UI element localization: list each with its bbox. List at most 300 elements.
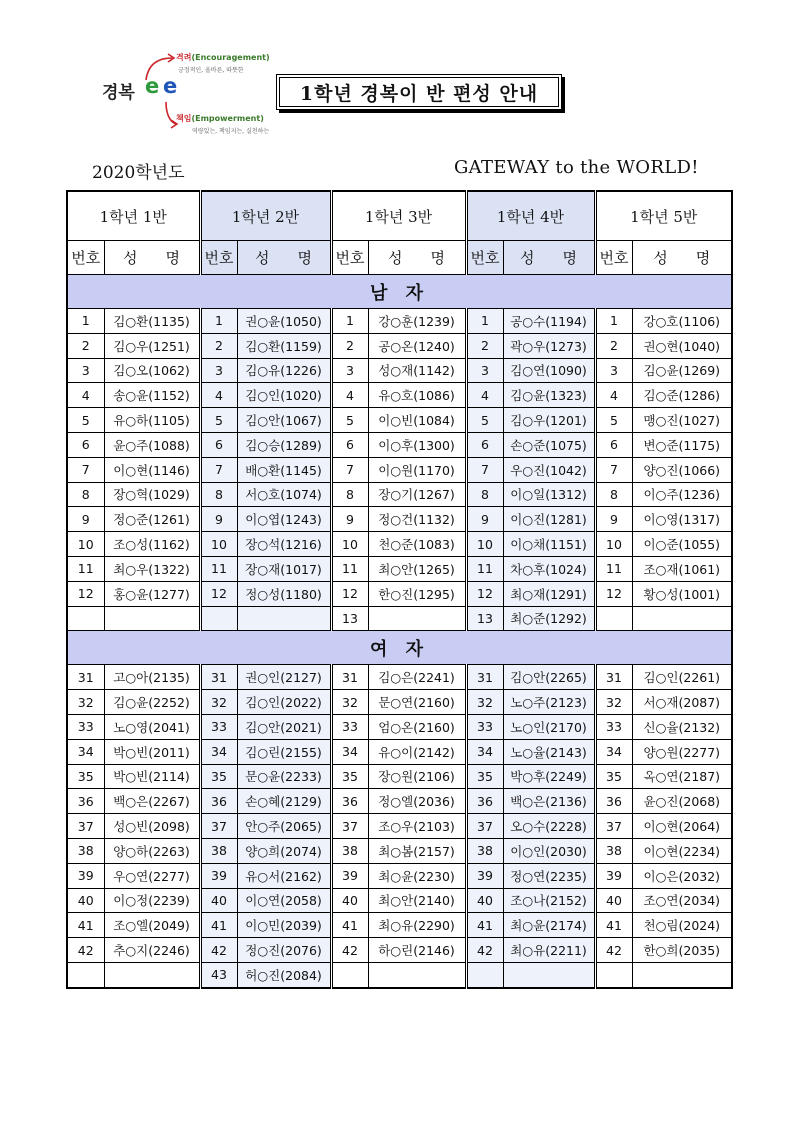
student-name: 박○빈(2011) xyxy=(104,739,200,764)
logo-empowerment-sub: 역량있는, 책임지는, 실천하는 xyxy=(192,128,270,135)
name-label-part-1: 성 xyxy=(255,249,270,267)
name-column-header xyxy=(237,241,331,275)
student-number: 12 xyxy=(595,581,632,606)
student-name: 김○유(1226) xyxy=(237,358,331,383)
student-name: 이○원(1170) xyxy=(368,457,466,482)
student-name xyxy=(368,962,466,987)
student-name: 차○후(1024) xyxy=(503,556,595,581)
student-name: 이○진(1281) xyxy=(503,507,595,532)
student-number: 36 xyxy=(67,789,104,814)
student-name: 배○환(1145) xyxy=(237,457,331,482)
student-number: 6 xyxy=(331,432,368,457)
student-number: 40 xyxy=(595,888,632,913)
student-number: 9 xyxy=(67,507,104,532)
student-number: 32 xyxy=(200,690,237,715)
student-number: 11 xyxy=(595,556,632,581)
page-title: 1학년 경복이 반 편성 안내 xyxy=(299,82,539,105)
number-column-header: 번호 xyxy=(200,241,237,275)
student-number: 5 xyxy=(67,408,104,433)
student-name: 조○연(2034) xyxy=(632,888,732,913)
student-number: 32 xyxy=(466,690,503,715)
student-number: 1 xyxy=(200,309,237,334)
student-name: 최○윤(2230) xyxy=(368,863,466,888)
student-name: 김○인(1020) xyxy=(237,383,331,408)
table-row xyxy=(67,739,732,764)
name-label-part-2: 명 xyxy=(695,249,711,267)
name-column-header xyxy=(503,241,595,275)
name-label-part-2: 명 xyxy=(165,249,180,267)
student-number: 6 xyxy=(67,432,104,457)
male-section-header xyxy=(67,275,732,309)
student-number: 39 xyxy=(331,863,368,888)
student-number: 33 xyxy=(595,714,632,739)
student-name: 윤○진(2068) xyxy=(632,789,732,814)
student-number: 37 xyxy=(67,814,104,839)
student-number: 7 xyxy=(331,457,368,482)
female-section-header-label: 여 자 xyxy=(67,631,732,665)
student-number: 40 xyxy=(331,888,368,913)
student-name: 김○우(1201) xyxy=(503,408,595,433)
table-row xyxy=(67,333,732,358)
class-header-5: 1학년 5반 xyxy=(595,191,732,241)
student-name: 김○환(1159) xyxy=(237,333,331,358)
student-name: 이○엽(1243) xyxy=(237,507,331,532)
student-number: 4 xyxy=(200,383,237,408)
student-number: 35 xyxy=(331,764,368,789)
student-number: 31 xyxy=(595,665,632,690)
student-number: 39 xyxy=(200,863,237,888)
student-name: 오○수(2228) xyxy=(503,814,595,839)
student-number: 38 xyxy=(595,838,632,863)
table-row xyxy=(67,690,732,715)
student-name: 유○하(1105) xyxy=(104,408,200,433)
logo-encouragement: 격려(Encouragement) xyxy=(176,53,270,62)
table-row xyxy=(67,888,732,913)
student-name: 옥○연(2187) xyxy=(632,764,732,789)
student-name: 백○은(2136) xyxy=(503,789,595,814)
student-name: 서○호(1074) xyxy=(237,482,331,507)
student-name: 장○기(1267) xyxy=(368,482,466,507)
student-number: 39 xyxy=(595,863,632,888)
student-number: 9 xyxy=(200,507,237,532)
student-name: 황○성(1001) xyxy=(632,581,732,606)
student-name xyxy=(632,962,732,987)
student-name xyxy=(104,962,200,987)
student-number: 9 xyxy=(466,507,503,532)
student-name: 유○이(2142) xyxy=(368,739,466,764)
student-name: 최○윤(2174) xyxy=(503,913,595,938)
student-number: 36 xyxy=(331,789,368,814)
student-number: 31 xyxy=(200,665,237,690)
student-number: 40 xyxy=(466,888,503,913)
student-number: 34 xyxy=(67,739,104,764)
student-name: 이○정(2239) xyxy=(104,888,200,913)
student-number: 8 xyxy=(466,482,503,507)
class-header-1: 1학년 1반 xyxy=(67,191,200,241)
student-number: 10 xyxy=(466,532,503,557)
student-number: 36 xyxy=(200,789,237,814)
student-name: 강○호(1106) xyxy=(632,309,732,334)
student-number: 37 xyxy=(595,814,632,839)
student-number: 7 xyxy=(595,457,632,482)
female-section-header xyxy=(67,631,732,665)
number-column-header: 번호 xyxy=(466,241,503,275)
name-label-part-1: 성 xyxy=(653,249,668,267)
student-number: 38 xyxy=(67,838,104,863)
table-row xyxy=(67,358,732,383)
student-name: 김○안(2021) xyxy=(237,714,331,739)
student-number: 8 xyxy=(331,482,368,507)
student-number: 5 xyxy=(595,408,632,433)
table-row xyxy=(67,532,732,557)
student-name: 곽○우(1273) xyxy=(503,333,595,358)
class-header-3: 1학년 3반 xyxy=(331,191,466,241)
student-number: 4 xyxy=(466,383,503,408)
student-name: 한○희(2035) xyxy=(632,938,732,963)
student-number xyxy=(595,606,632,631)
student-name: 조○나(2152) xyxy=(503,888,595,913)
student-number: 40 xyxy=(200,888,237,913)
student-name: 문○연(2160) xyxy=(368,690,466,715)
student-name: 김○인(2022) xyxy=(237,690,331,715)
student-name: 조○재(1061) xyxy=(632,556,732,581)
student-number: 3 xyxy=(200,358,237,383)
student-number: 38 xyxy=(200,838,237,863)
student-name: 이○후(1300) xyxy=(368,432,466,457)
student-number: 38 xyxy=(466,838,503,863)
table-row xyxy=(67,838,732,863)
student-number: 2 xyxy=(331,333,368,358)
student-name: 최○준(1292) xyxy=(503,606,595,631)
student-number: 34 xyxy=(466,739,503,764)
student-name: 김○연(1090) xyxy=(503,358,595,383)
student-number: 12 xyxy=(200,581,237,606)
student-number: 37 xyxy=(331,814,368,839)
student-name: 손○혜(2129) xyxy=(237,789,331,814)
student-name: 김○승(1289) xyxy=(237,432,331,457)
student-name: 이○은(2032) xyxy=(632,863,732,888)
student-name: 최○안(1265) xyxy=(368,556,466,581)
table-row xyxy=(67,814,732,839)
student-number: 6 xyxy=(466,432,503,457)
student-number: 10 xyxy=(200,532,237,557)
number-column-header: 번호 xyxy=(67,241,104,275)
student-number: 4 xyxy=(331,383,368,408)
student-name: 김○인(2261) xyxy=(632,665,732,690)
student-number: 42 xyxy=(331,938,368,963)
student-name: 천○림(2024) xyxy=(632,913,732,938)
student-number: 7 xyxy=(67,457,104,482)
student-number: 3 xyxy=(595,358,632,383)
student-name: 김○준(1286) xyxy=(632,383,732,408)
student-number: 9 xyxy=(595,507,632,532)
student-name: 조○성(1162) xyxy=(104,532,200,557)
name-label-part-1: 성 xyxy=(388,249,403,267)
table-row xyxy=(67,665,732,690)
student-name: 추○지(2246) xyxy=(104,938,200,963)
student-number: 2 xyxy=(466,333,503,358)
student-name: 최○유(2211) xyxy=(503,938,595,963)
student-number: 42 xyxy=(595,938,632,963)
student-number: 5 xyxy=(200,408,237,433)
table-row xyxy=(67,556,732,581)
logo-e-blue: e xyxy=(163,74,178,98)
student-name xyxy=(632,606,732,631)
student-number: 33 xyxy=(331,714,368,739)
student-name: 백○은(2267) xyxy=(104,789,200,814)
student-name xyxy=(104,606,200,631)
student-name: 최○봄(2157) xyxy=(368,838,466,863)
student-number: 11 xyxy=(331,556,368,581)
student-number xyxy=(67,606,104,631)
student-name: 이○빈(1084) xyxy=(368,408,466,433)
student-name: 양○희(2074) xyxy=(237,838,331,863)
student-name: 서○재(2087) xyxy=(632,690,732,715)
student-number: 6 xyxy=(595,432,632,457)
student-number: 13 xyxy=(331,606,368,631)
student-name: 양○원(2277) xyxy=(632,739,732,764)
class-header-row xyxy=(67,191,732,241)
student-number: 38 xyxy=(331,838,368,863)
student-name: 이○민(2039) xyxy=(237,913,331,938)
student-name: 최○재(1291) xyxy=(503,581,595,606)
student-number: 8 xyxy=(200,482,237,507)
student-name: 유○서(2162) xyxy=(237,863,331,888)
student-name: 김○오(1062) xyxy=(104,358,200,383)
student-name: 우○연(2277) xyxy=(104,863,200,888)
table-row xyxy=(67,764,732,789)
student-name: 이○일(1312) xyxy=(503,482,595,507)
student-number: 35 xyxy=(67,764,104,789)
student-number: 39 xyxy=(67,863,104,888)
student-number: 42 xyxy=(200,938,237,963)
student-name: 노○인(2170) xyxy=(503,714,595,739)
student-number: 2 xyxy=(595,333,632,358)
student-number: 36 xyxy=(595,789,632,814)
student-name: 양○진(1066) xyxy=(632,457,732,482)
student-number xyxy=(331,962,368,987)
student-name: 이○현(2064) xyxy=(632,814,732,839)
student-name: 허○진(2084) xyxy=(237,962,331,987)
student-name: 최○유(2290) xyxy=(368,913,466,938)
student-number: 12 xyxy=(331,581,368,606)
number-column-header: 번호 xyxy=(595,241,632,275)
name-label-part-2: 명 xyxy=(430,249,445,267)
student-name: 문○윤(2233) xyxy=(237,764,331,789)
logo-school-name: 경복 xyxy=(102,83,135,103)
table-row xyxy=(67,482,732,507)
student-number: 41 xyxy=(331,913,368,938)
student-name: 엄○온(2160) xyxy=(368,714,466,739)
student-name: 장○원(2106) xyxy=(368,764,466,789)
student-number: 2 xyxy=(200,333,237,358)
student-name: 성○빈(2098) xyxy=(104,814,200,839)
student-name: 고○아(2135) xyxy=(104,665,200,690)
student-name: 변○준(1175) xyxy=(632,432,732,457)
student-name: 성○재(1142) xyxy=(368,358,466,383)
student-name: 최○안(2140) xyxy=(368,888,466,913)
student-name: 신○율(2132) xyxy=(632,714,732,739)
student-number: 32 xyxy=(331,690,368,715)
student-name: 이○연(2058) xyxy=(237,888,331,913)
page-title-box xyxy=(276,74,562,110)
student-name: 유○호(1086) xyxy=(368,383,466,408)
student-number: 36 xyxy=(466,789,503,814)
student-name: 김○은(2241) xyxy=(368,665,466,690)
student-name: 맹○진(1027) xyxy=(632,408,732,433)
student-name: 천○준(1083) xyxy=(368,532,466,557)
student-number: 5 xyxy=(466,408,503,433)
table-row xyxy=(67,606,732,631)
student-name: 정○준(1261) xyxy=(104,507,200,532)
student-name: 이○인(2030) xyxy=(503,838,595,863)
student-number: 1 xyxy=(466,309,503,334)
student-number: 7 xyxy=(200,457,237,482)
student-name: 박○후(2249) xyxy=(503,764,595,789)
table-row xyxy=(67,383,732,408)
student-name xyxy=(368,606,466,631)
class-header-4: 1학년 4반 xyxy=(466,191,595,241)
student-number: 8 xyxy=(67,482,104,507)
student-number: 12 xyxy=(466,581,503,606)
student-name: 김○윤(1323) xyxy=(503,383,595,408)
student-name: 노○주(2123) xyxy=(503,690,595,715)
student-number: 13 xyxy=(466,606,503,631)
student-name: 조○엘(2049) xyxy=(104,913,200,938)
student-number: 9 xyxy=(331,507,368,532)
student-number: 34 xyxy=(200,739,237,764)
student-number: 41 xyxy=(595,913,632,938)
student-number: 40 xyxy=(67,888,104,913)
logo-empowerment: 책임(Empowerment) xyxy=(176,114,264,123)
student-name: 정○진(2076) xyxy=(237,938,331,963)
student-name: 정○엘(2036) xyxy=(368,789,466,814)
student-number: 8 xyxy=(595,482,632,507)
student-name: 홍○윤(1277) xyxy=(104,581,200,606)
student-number: 42 xyxy=(67,938,104,963)
student-name: 한○진(1295) xyxy=(368,581,466,606)
student-number: 39 xyxy=(466,863,503,888)
student-number: 33 xyxy=(67,714,104,739)
name-column-header xyxy=(104,241,200,275)
student-name: 권○현(1040) xyxy=(632,333,732,358)
student-name: 이○채(1151) xyxy=(503,532,595,557)
student-number: 37 xyxy=(200,814,237,839)
student-name: 양○하(2263) xyxy=(104,838,200,863)
student-number: 32 xyxy=(595,690,632,715)
table-row xyxy=(67,457,732,482)
student-name: 권○윤(1050) xyxy=(237,309,331,334)
student-number: 32 xyxy=(67,690,104,715)
name-column-header xyxy=(632,241,732,275)
student-name: 김○우(1251) xyxy=(104,333,200,358)
student-number: 34 xyxy=(595,739,632,764)
student-number: 35 xyxy=(200,764,237,789)
table-row xyxy=(67,962,732,987)
student-number: 41 xyxy=(67,913,104,938)
name-label-part-1: 성 xyxy=(520,249,535,267)
student-name: 장○혁(1029) xyxy=(104,482,200,507)
student-name: 김○린(2155) xyxy=(237,739,331,764)
student-number xyxy=(466,962,503,987)
student-name: 윤○주(1088) xyxy=(104,432,200,457)
student-name: 노○영(2041) xyxy=(104,714,200,739)
student-name: 김○안(2265) xyxy=(503,665,595,690)
student-name: 정○건(1132) xyxy=(368,507,466,532)
student-number: 10 xyxy=(331,532,368,557)
student-number xyxy=(595,962,632,987)
table-row xyxy=(67,789,732,814)
student-name: 이○현(2234) xyxy=(632,838,732,863)
table-row xyxy=(67,507,732,532)
table-row xyxy=(67,913,732,938)
table-row xyxy=(67,309,732,334)
student-number: 4 xyxy=(67,383,104,408)
school-year: 2020학년도 xyxy=(92,163,185,183)
student-number xyxy=(67,962,104,987)
student-name: 하○린(2146) xyxy=(368,938,466,963)
student-number xyxy=(200,606,237,631)
student-name: 박○빈(2114) xyxy=(104,764,200,789)
student-name: 김○윤(2252) xyxy=(104,690,200,715)
student-name: 조○우(2103) xyxy=(368,814,466,839)
table-row xyxy=(67,863,732,888)
logo-encouragement-sub: 긍정적인, 올바른, 따뜻한 xyxy=(178,67,244,74)
student-name: 김○안(1067) xyxy=(237,408,331,433)
student-number: 1 xyxy=(595,309,632,334)
student-name: 손○준(1075) xyxy=(503,432,595,457)
student-number: 41 xyxy=(466,913,503,938)
student-number: 11 xyxy=(466,556,503,581)
table-row xyxy=(67,938,732,963)
student-number: 31 xyxy=(331,665,368,690)
student-name: 이○영(1317) xyxy=(632,507,732,532)
table-row xyxy=(67,581,732,606)
student-name: 권○인(2127) xyxy=(237,665,331,690)
student-number: 11 xyxy=(67,556,104,581)
student-number: 6 xyxy=(200,432,237,457)
student-name xyxy=(503,962,595,987)
student-number: 1 xyxy=(67,309,104,334)
student-name: 송○윤(1152) xyxy=(104,383,200,408)
student-number: 33 xyxy=(466,714,503,739)
student-number: 3 xyxy=(331,358,368,383)
student-number: 12 xyxy=(67,581,104,606)
student-number: 37 xyxy=(466,814,503,839)
class-roster-table xyxy=(66,190,733,989)
table-row xyxy=(67,432,732,457)
student-number: 31 xyxy=(466,665,503,690)
student-number: 2 xyxy=(67,333,104,358)
student-name xyxy=(237,606,331,631)
student-number: 33 xyxy=(200,714,237,739)
student-number: 3 xyxy=(67,358,104,383)
student-number: 43 xyxy=(200,962,237,987)
student-number: 11 xyxy=(200,556,237,581)
name-label-part-1: 성 xyxy=(123,249,138,267)
student-number: 10 xyxy=(595,532,632,557)
student-number: 34 xyxy=(331,739,368,764)
student-name: 장○석(1216) xyxy=(237,532,331,557)
student-name: 우○진(1042) xyxy=(503,457,595,482)
student-name: 김○윤(1269) xyxy=(632,358,732,383)
student-number: 35 xyxy=(595,764,632,789)
class-header-2: 1학년 2반 xyxy=(200,191,331,241)
student-name: 안○주(2065) xyxy=(237,814,331,839)
student-name: 이○주(1236) xyxy=(632,482,732,507)
student-name: 장○재(1017) xyxy=(237,556,331,581)
number-column-header: 번호 xyxy=(331,241,368,275)
